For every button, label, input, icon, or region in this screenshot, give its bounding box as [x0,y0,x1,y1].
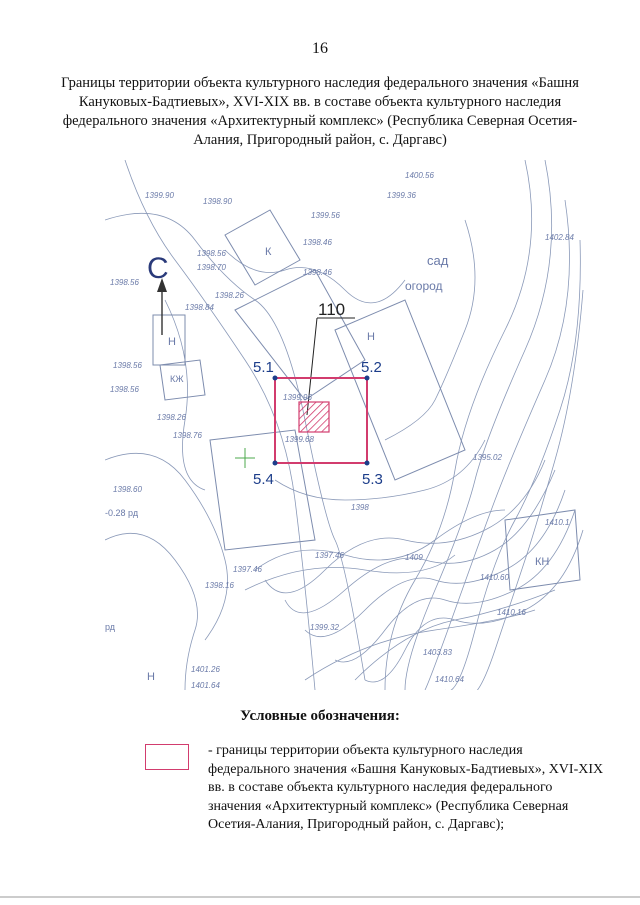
elevation-label: 1402.84 [545,233,574,242]
elevation-label: 1410.60 [480,573,509,582]
elevation-label: 1395.02 [473,453,502,462]
elevation-label: 1397.46 [315,551,344,560]
legend-text-boundary: - границы территории объекта культурного наследия федерального значения «Башня Кануковых-Бадтиевых», XVI-XIX вв. в составе объекта культурного наследия федерального значения «Архитектурный комплекс» (Республика Северная Осетия-Алания, Пригородный район, с. Даргавс); [208,743,604,832]
elevation-label: 1399.68 [285,435,314,444]
topographic-map [105,160,585,690]
elevation-label: 1399.90 [145,191,174,200]
point-label-5-1: 5.1 [253,359,274,376]
page-number: 16 [312,40,328,57]
elevation-label: 1398.16 [205,581,234,590]
elevation-label: 1397.46 [233,565,262,574]
elevation-label: 1398.76 [173,431,202,440]
ruin-label: КЖ [170,374,184,384]
elevation-label: 1398.84 [185,303,214,312]
object-number-label: 110 [318,300,346,319]
elevation-label: 1398.70 [197,263,226,272]
point-label-5-3: 5.3 [362,471,383,488]
page-title: Границы территории объекта культурного наследия федерального значения «Башня Кануковых-Бадтиевых», XVI-XIX вв. в составе объекта культурного наследия федерального значения «Архитектурный комплекс» (Республика Северная Осетия-Алания, Пригородный район, с. Даргавс) [61,75,579,148]
elevation-label: 1399.56 [311,211,340,220]
legend-heading: Условные обозначения: [240,708,400,724]
elevation-label: 1398.46 [303,268,332,277]
north-arrow [147,252,169,335]
elevation-label: 1398.56 [113,361,142,370]
building-label-n: Н [147,671,155,683]
page-bottom-edge [0,896,640,898]
elevation-label: 1400.56 [405,171,434,180]
elevation-label: 1399.36 [387,191,416,200]
rd-label: рд [105,622,116,632]
point-label-5-4: 5.4 [253,471,274,488]
elevation-label: 1399.32 [310,623,339,632]
elevation-label: 1398.90 [203,197,232,206]
elevation-label: 1401.64 [191,681,220,690]
elevation-label: 1398.46 [303,238,332,247]
building-label-kn: КН [535,556,550,568]
elevation-label: 1409 [405,553,423,562]
elevation-label: 1398.26 [157,413,186,422]
building-label-n: Н [168,336,176,348]
elevation-label: 1410.64 [435,675,464,684]
elevation-label: 1410.16 [497,608,526,617]
elevation-label: 1403.83 [423,648,452,657]
building-label-k: К [265,246,272,258]
building-label-n: Н [367,331,375,343]
elevation-label: 1401.26 [191,665,220,674]
rd-level-label: -0.28 рд [105,508,139,518]
elevation-label: 1398.60 [113,485,142,494]
elevation-label: 1398.56 [110,278,139,287]
survey-cross-icon [235,448,255,468]
point-label-5-2: 5.2 [361,359,382,376]
elevation-label: 1410.1 [545,518,570,527]
elevation-label: 1398.56 [110,385,139,394]
elevation-label: 1398 [351,503,369,512]
garden-label: сад [427,253,449,268]
north-label: С [147,252,169,285]
vegetable-garden-label: огород [405,279,443,293]
elevation-label: 1398.56 [197,249,226,258]
elevation-label: 1398.26 [215,291,244,300]
legend-swatch-boundary [145,744,189,770]
elevation-label: 1399.96 [283,393,312,402]
